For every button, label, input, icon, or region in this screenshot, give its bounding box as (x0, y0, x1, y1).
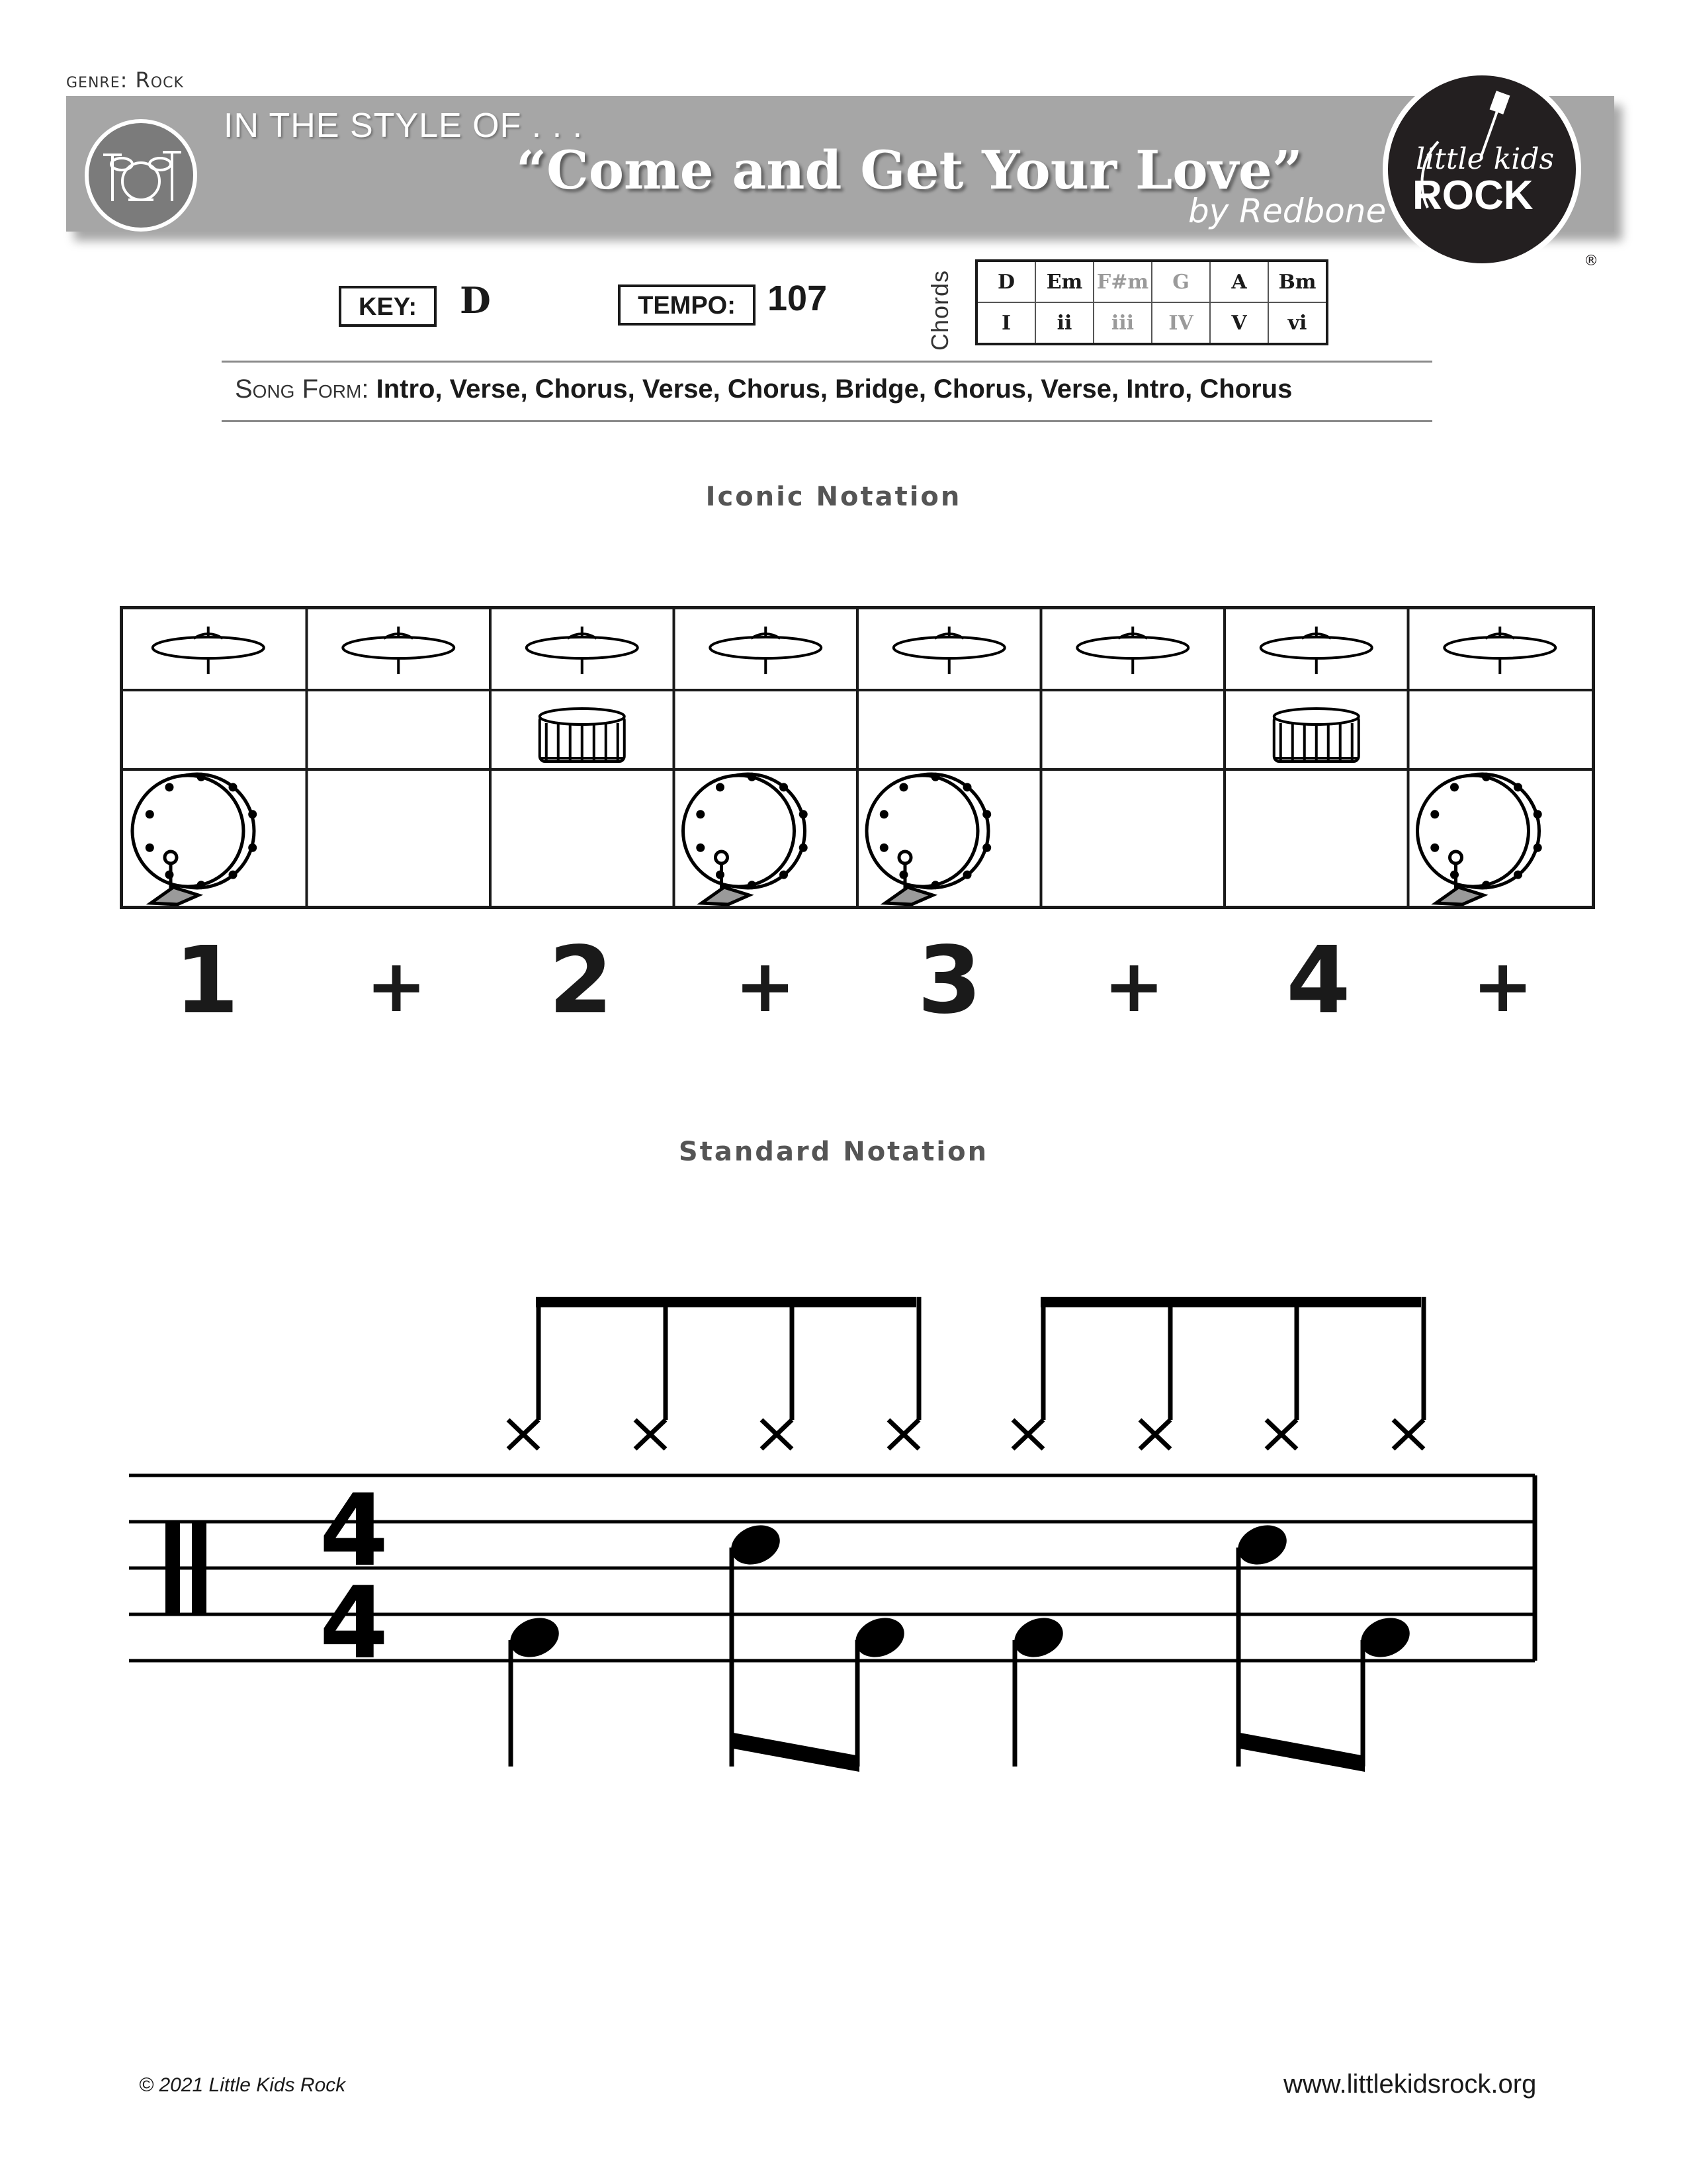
chord-name: Bm (1268, 261, 1327, 302)
chord-names-row (976, 261, 1327, 302)
hihat-note (761, 1297, 792, 1449)
hihat-icon (153, 627, 264, 674)
logo-text-big: ROCK (1412, 173, 1534, 218)
chord-numerals-row (976, 302, 1327, 344)
beam-lower (730, 1732, 859, 1772)
count-and: + (1103, 943, 1165, 1026)
genre-label (66, 67, 184, 93)
chord-name: Em (1035, 261, 1094, 302)
hihat-icon (894, 627, 1005, 674)
chord-name: A (1210, 261, 1268, 302)
song-title: “Come and Get Your Love” (516, 139, 1303, 201)
bass-drum-icon (867, 774, 990, 904)
snare-drum-icon (1274, 709, 1359, 762)
chord-numeral: IV (1152, 302, 1210, 344)
time-signature (320, 1473, 388, 1681)
chord-name: G (1152, 261, 1210, 302)
tempo-label: TEMPO: (618, 284, 756, 326)
count-beat: 2 (548, 933, 613, 1026)
hihat-icon (527, 627, 638, 674)
bass-drum-icon (683, 774, 806, 904)
bass-drum-note (504, 1611, 564, 1767)
registered-mark: ® (1584, 253, 1598, 269)
chords-label: Chords (926, 269, 953, 351)
chord-numeral: I (976, 302, 1035, 344)
count-and: + (734, 943, 796, 1026)
hihat-icon (343, 627, 454, 674)
hihat-icon (1261, 627, 1372, 674)
count-beat: 1 (174, 933, 239, 1026)
key-label: KEY: (339, 286, 437, 327)
drum-kit-icon (85, 119, 197, 232)
artist-name: by Redbone (1188, 192, 1387, 230)
hihat-icon (710, 627, 821, 674)
bass-drum-note (1008, 1611, 1068, 1767)
snare-drum-note (1232, 1518, 1292, 1767)
iconic-notation-grid (120, 606, 1595, 909)
chord-name: D (976, 261, 1035, 302)
beam-lower (1236, 1732, 1365, 1772)
hihat-note (888, 1297, 919, 1449)
chord-numeral: ii (1035, 302, 1094, 344)
copyright: © 2021 Little Kids Rock (139, 2074, 346, 2096)
tempo-value: 107 (767, 279, 828, 318)
divider-bottom (222, 420, 1432, 422)
iconic-notation-title: Iconic Notation (705, 482, 962, 512)
chord-numeral: vi (1268, 302, 1327, 344)
snare-drum-icon (540, 709, 625, 762)
song-form (235, 374, 1292, 404)
time-signature-top: 4 (319, 1473, 389, 1589)
website-url: www.littlekidsrock.org (1283, 2070, 1537, 2099)
hihat-note (1140, 1297, 1170, 1449)
hihat-icon (1444, 627, 1555, 674)
count-beat: 3 (917, 933, 982, 1026)
hihat-note (1393, 1297, 1424, 1449)
chord-numeral: V (1210, 302, 1268, 344)
chord-numeral: iii (1094, 302, 1152, 344)
bass-drum-icon (1418, 774, 1541, 904)
genre-key: genre: (66, 67, 128, 93)
chord-table (975, 259, 1328, 345)
count-and: + (1472, 943, 1534, 1026)
genre-value: Rock (135, 67, 184, 93)
count-and: + (366, 943, 427, 1026)
beam-hihat-2 (1041, 1297, 1421, 1307)
in-the-style-of-label: IN THE STYLE OF . . . (224, 107, 584, 145)
beat-counts (120, 933, 1595, 1026)
logo-text-small: little kids (1416, 142, 1555, 176)
hihat-note (1013, 1297, 1043, 1449)
bass-drum-icon (132, 774, 255, 904)
key-value: D (460, 279, 491, 322)
snare-drum-note (725, 1518, 785, 1767)
beam-hihat-1 (536, 1297, 916, 1307)
standard-notation-title: Standard Notation (678, 1137, 989, 1167)
hihat-note (635, 1297, 666, 1449)
hihat-icon (1077, 627, 1188, 674)
divider-top (222, 361, 1432, 363)
hihat-note (1266, 1297, 1297, 1449)
drum-staff (126, 1297, 1548, 1786)
time-signature-bottom: 4 (319, 1566, 389, 1681)
chord-name: F#m (1094, 261, 1152, 302)
song-form-value: Intro, Verse, Chorus, Verse, Chorus, Bridge, Chorus, Verse, Intro, Chorus (376, 374, 1293, 404)
song-form-label: Song Form: (235, 374, 369, 404)
count-beat: 4 (1286, 933, 1351, 1026)
hihat-note (508, 1297, 539, 1449)
